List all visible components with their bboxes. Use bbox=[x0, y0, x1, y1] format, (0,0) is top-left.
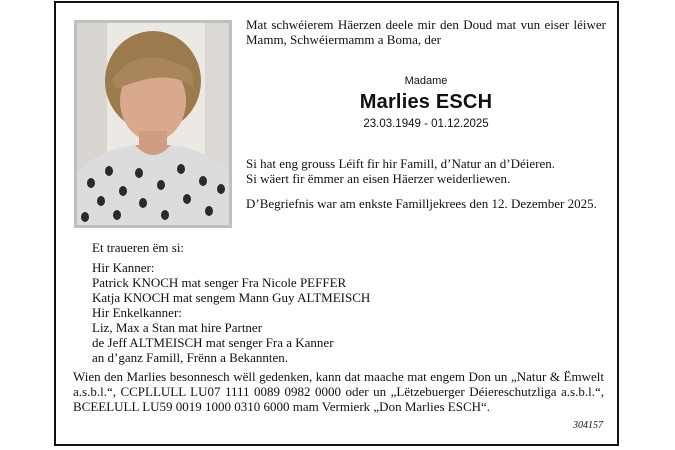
intro-text: Mat schwéierem Häerzen deele mir den Doud mat vun eiser léiwer Mamm, Schwéiermamm a Boma, der bbox=[246, 17, 606, 47]
reference-number: 304157 bbox=[573, 420, 603, 431]
deceased-name: Marlies ESCH bbox=[359, 91, 493, 113]
mourner-entry: de Jeff ALTMEISCH mat senger Fra a Kanner bbox=[92, 335, 334, 350]
salutation: Madame bbox=[404, 75, 448, 87]
mourner-entry: Liz, Max a Stan mat hire Partner bbox=[92, 320, 263, 335]
mourner-entry: Patrick KNOCH mat senger Fra Nicole PEFFER bbox=[92, 275, 347, 290]
tribute-line: Si hat eng grouss Léift fir hir Famill, d’Natur an d’Déieren. bbox=[246, 156, 556, 171]
life-dates: 23.03.1949 - 01.12.2025 bbox=[363, 118, 489, 130]
donation-text: Wien den Marlies besonnesch wëll gedenken, kann dat maache mat engem Don un „Natur & Ëmwelt a.s.b.l.“, CCPLLULL LU07 1111 0089 0982 0000 oder un „Lëtzebuerger Déiereschutzliga a.s.b.l.“, BCEELULL LU59 0019 1000 0310 6000 mam Vermierk „Don Marlies ESCH“. bbox=[73, 369, 604, 414]
mourner-entry: an d’ganz Famill, Frënn a Bekannten. bbox=[92, 350, 289, 365]
mourners-heading: Et traueren ëm si: bbox=[92, 240, 185, 255]
tribute-paragraph bbox=[246, 156, 606, 186]
funeral-text: D’Begriefnis war am enkste Familljekrees den 12. Dezember 2025. bbox=[246, 196, 597, 211]
mourner-entry: Katja KNOCH mat sengem Mann Guy ALTMEISCH bbox=[92, 290, 371, 305]
mourners-list bbox=[92, 240, 492, 365]
portrait-photo bbox=[74, 20, 232, 228]
obituary-notice bbox=[54, 1, 619, 446]
children-heading: Hir Kanner: bbox=[92, 260, 155, 275]
grandchildren-heading: Hir Enkelkanner: bbox=[92, 305, 182, 320]
tribute-line: Si wäert fir ëmmer an eisen Häerzer weiderliewen. bbox=[246, 171, 511, 186]
portrait-image bbox=[77, 23, 229, 225]
